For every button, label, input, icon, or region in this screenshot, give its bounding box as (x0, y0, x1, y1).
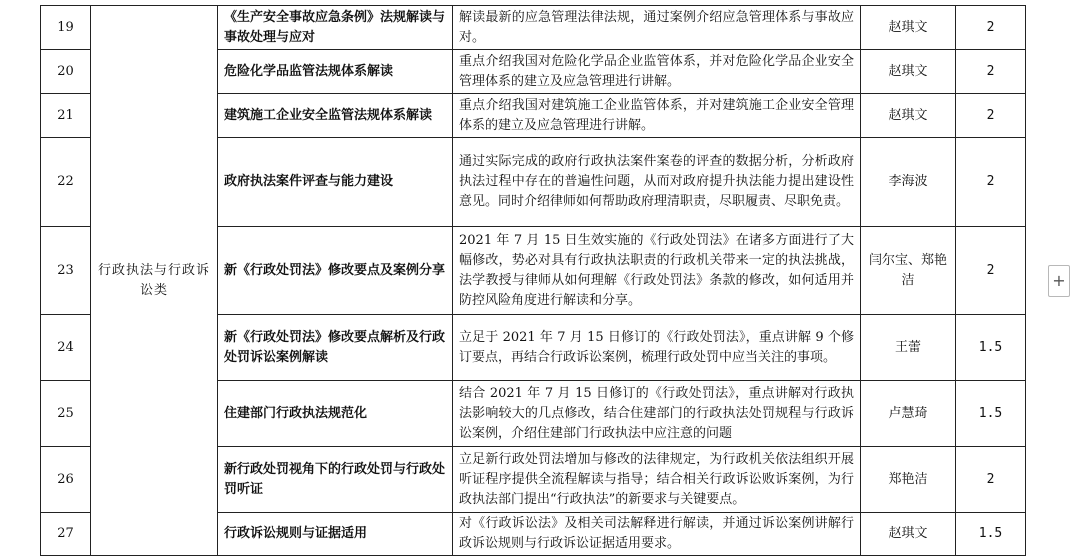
course-description: 结合 2021 年 7 月 15 日修订的《行政处罚法》，重点讲解对行政执法影响较大的几点修改，结合住建部门的行政执法处罚规程与行政诉讼案例，介绍住建部门行政执法中应注意的问题 (453, 381, 861, 447)
lecturer: 赵琪文 (861, 6, 956, 50)
course-description: 解读最新的应急管理法律法规，通过案例介绍应急管理体系与事故应对。 (453, 6, 861, 50)
course-title: 行政诉讼规则与证据适用 (218, 513, 453, 556)
course-title: 新行政处罚视角下的行政处罚与行政处罚听证 (218, 447, 453, 513)
lecturer: 王蕾 (861, 315, 956, 381)
hours: 2 (956, 227, 1026, 315)
hours: 2 (956, 138, 1026, 227)
hours: 1.5 (956, 315, 1026, 381)
row-number: 20 (41, 50, 91, 94)
lecturer: 郑艳洁 (861, 447, 956, 513)
table-row (41, 6, 1026, 50)
course-description: 通过实际完成的政府行政执法案件案卷的评查的数据分析，分析政府执法过程中存在的普遍性问题，从而对政府提升执法能力提出建设性意见。同时介绍律师如何帮助政府理清职责，尽职履责、尽职免责。 (453, 138, 861, 227)
course-title: 新《行政处罚法》修改要点解析及行政处罚诉讼案例解读 (218, 315, 453, 381)
course-description: 立足于 2021 年 7 月 15 日修订的《行政处罚法》，重点讲解 9 个修订要点，再结合行政诉讼案例，梳理行政处罚中应当关注的事项。 (453, 315, 861, 381)
row-number: 25 (41, 381, 91, 447)
lecturer: 李海波 (861, 138, 956, 227)
hours: 2 (956, 94, 1026, 138)
row-number: 24 (41, 315, 91, 381)
course-table (40, 5, 1026, 556)
row-number: 27 (41, 513, 91, 556)
row-number: 26 (41, 447, 91, 513)
course-title: 危险化学品监管法规体系解读 (218, 50, 453, 94)
course-title: 新《行政处罚法》修改要点及案例分享 (218, 227, 453, 315)
lecturer: 赵琪文 (861, 94, 956, 138)
course-description: 立足新行政处罚法增加与修改的法律规定，为行政机关依法组织开展听证程序提供全流程解读与指导；结合相关行政诉讼败诉案例，为行政执法部门提出“行政执法”的新要求与关键要点。 (453, 447, 861, 513)
lecturer: 赵琪文 (861, 50, 956, 94)
lecturer: 卢慧琦 (861, 381, 956, 447)
row-number: 22 (41, 138, 91, 227)
course-title: 政府执法案件评查与能力建设 (218, 138, 453, 227)
course-description: 对《行政诉讼法》及相关司法解释进行解读，并通过诉讼案例讲解行政诉讼规则与行政诉讼证据适用要求。 (453, 513, 861, 556)
course-title: 住建部门行政执法规范化 (218, 381, 453, 447)
course-title: 《生产安全事故应急条例》法规解读与事故处理与应对 (218, 6, 453, 50)
hours: 1.5 (956, 381, 1026, 447)
lecturer: 赵琪文 (861, 513, 956, 556)
course-description: 重点介绍我国对危险化学品企业监管体系，并对危险化学品企业安全管理体系的建立及应急管理进行讲解。 (453, 50, 861, 94)
lecturer: 闫尔宝、郑艳洁 (861, 227, 956, 315)
expand-button[interactable] (1048, 265, 1070, 297)
course-description: 重点介绍我国对建筑施工企业监管体系，并对建筑施工企业安全管理体系的建立及应急管理进行讲解。 (453, 94, 861, 138)
row-number: 21 (41, 94, 91, 138)
plus-icon: + (1052, 271, 1066, 290)
category-cell: 行政执法与行政诉讼类 (91, 6, 218, 556)
course-description: 2021 年 7 月 15 日生效实施的《行政处罚法》在诸多方面进行了大幅修改，势必对具有行政执法职责的行政机关带来一定的执法挑战，法学教授与律师从如何理解《行政处罚法》条款的修改，如何适用并防控风险角度进行解读和分享。 (453, 227, 861, 315)
hours: 2 (956, 50, 1026, 94)
course-title: 建筑施工企业安全监管法规体系解读 (218, 94, 453, 138)
hours: 2 (956, 447, 1026, 513)
row-number: 23 (41, 227, 91, 315)
row-number: 19 (41, 6, 91, 50)
hours: 1.5 (956, 513, 1026, 556)
hours: 2 (956, 6, 1026, 50)
